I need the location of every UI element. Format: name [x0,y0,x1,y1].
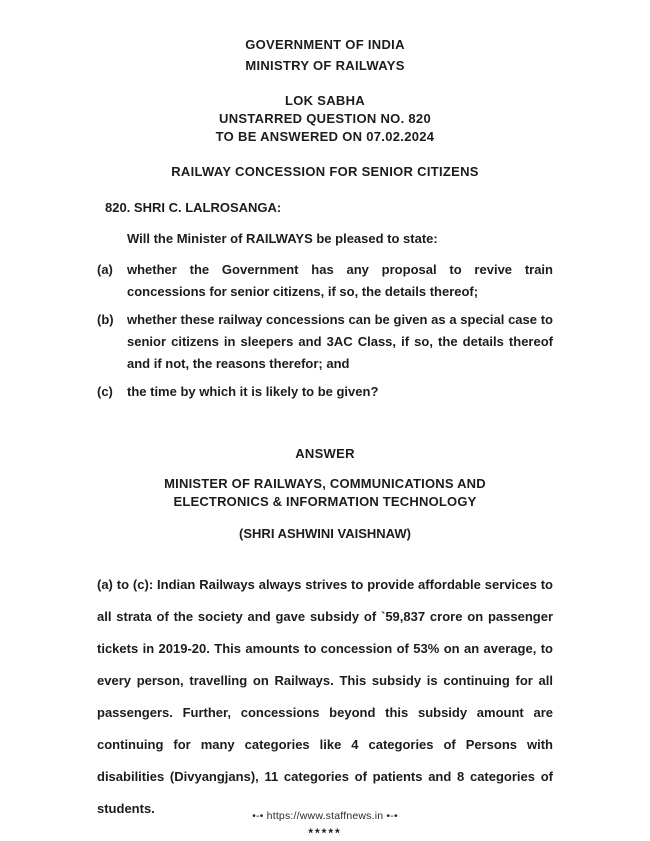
ministry-title: MINISTRY OF RAILWAYS [245,58,405,73]
answer-date-line: TO BE ANSWERED ON 07.02.2024 [215,129,435,144]
question-item-label: (b) [97,312,114,327]
minister-title-line2: ELECTRONICS & INFORMATION TECHNOLOGY [173,494,477,509]
answer-heading: ANSWER [295,446,355,461]
question-item-text: whether the Government has any proposal to revive train concessions for senior citizens, if so, the details thereof; [127,262,553,299]
question-intro: Will the Minister of RAILWAYS be pleased to state: [127,231,438,246]
question-section [97,199,553,403]
house-name: LOK SABHA [285,93,365,108]
question-meta-block [97,92,553,146]
question-item-a [97,259,553,303]
question-number-line: UNSTARRED QUESTION NO. 820 [219,111,431,126]
answer-section [97,445,553,841]
question-item-text: the time by which it is likely to be given? [127,384,379,399]
source-watermark: •-• https://www.staffnews.in •-• [252,810,398,822]
subject-title: RAILWAY CONCESSION FOR SENIOR CITIZENS [171,164,479,179]
end-separator: ***** [308,826,342,840]
question-item-label: (a) [97,262,113,277]
question-item-c [97,381,553,403]
minister-name: (SHRI ASHWINI VAISHNAW) [239,526,411,541]
question-item-label: (c) [97,384,113,399]
document-header [97,34,553,181]
question-list [97,259,553,403]
minister-title-line1: MINISTER OF RAILWAYS, COMMUNICATIONS AND [164,476,486,491]
answer-body: (a) to (c): Indian Railways always strives to provide affordable services to all strata of the society and gave subsidy of `59,837 crore on passenger tickets in 2019-20. This amounts to concession of 53% on an average, to every person, travelling on Railways. This subsidy is continuing for all passengers. Further, concessions beyond this subsidy amount are continuing for many categories like 4 categories of Persons with disabilities (Divyangjans), 11 categories of patients and 8 categories of students. [97,577,553,816]
government-title: GOVERNMENT OF INDIA [245,37,405,52]
member-name-line: 820. SHRI C. LALROSANGA: [105,200,282,215]
question-item-b [97,309,553,375]
question-item-text: whether these railway concessions can be given as a special case to senior citizens in sleepers and 3AC Class, if so, the details thereof and if not, the reasons therefor; and [127,312,553,371]
minister-title [97,475,553,511]
